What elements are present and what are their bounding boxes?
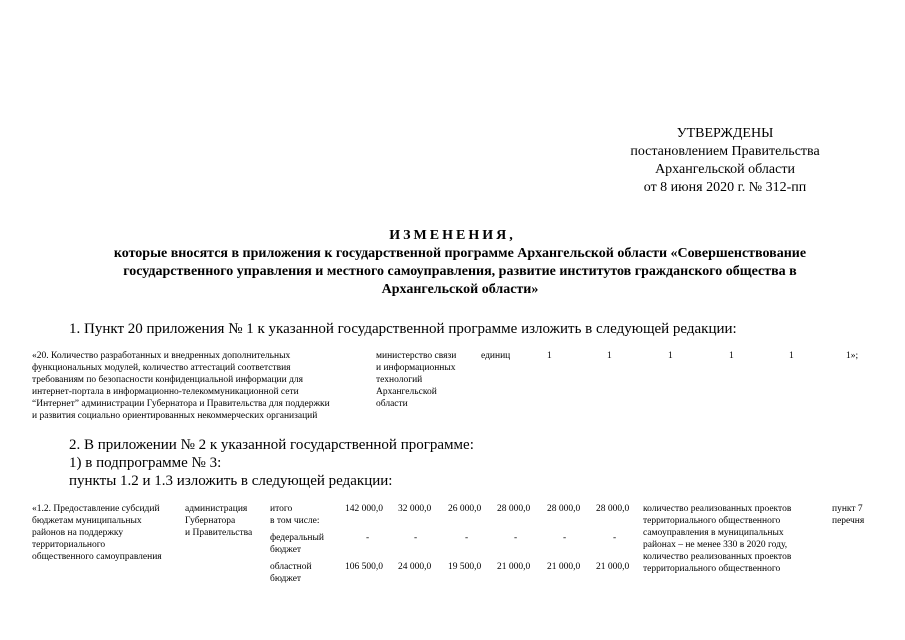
subtitle-line-2: государственного управления и местного самоуправления, развитие институтов гражданского общества в: [123, 264, 797, 279]
table1-resp-line: области: [376, 399, 408, 409]
table2-value: -: [414, 533, 418, 543]
section2-line-3: пункты 1.2 и 1.3 изложить в следующей редакции:: [69, 473, 393, 489]
table2-value: 21 000,0: [497, 562, 531, 572]
table2-activity: [32, 503, 162, 563]
table1-desc-line: «20. Количество разработанных и внедренных дополнительных: [32, 351, 291, 361]
table2-source-line: областной: [270, 562, 312, 572]
section1-text: 1. Пункт 20 приложения № 1 к указанной государственной программе изложить в следующей редакции:: [69, 321, 737, 337]
table2-link: [832, 503, 864, 527]
table2-result: [643, 503, 791, 575]
table2-source-line: бюджет: [270, 574, 302, 584]
table2-result-line: количество реализованных проектов: [643, 552, 792, 562]
document-subtitle: [60, 245, 860, 299]
table2-source-line: итого: [270, 504, 293, 514]
table1-value: 1: [547, 351, 552, 361]
table2-source: [270, 503, 320, 527]
approval-line-4: от 8 июня 2020 г. № 312-пп: [643, 180, 807, 195]
table2-value: -: [613, 533, 617, 543]
table2-link-line: пункт 7: [832, 504, 863, 514]
table1-value: 1: [729, 351, 734, 361]
approval-line-3: Архангельской области: [655, 162, 795, 177]
table2-value: 21 000,0: [547, 562, 581, 572]
table1-value: 1: [789, 351, 794, 361]
section2-line-1: 2. В приложении № 2 к указанной государственной программе:: [69, 437, 474, 453]
table1-desc-line: функциональных модулей, количество аттестаций соответствия: [32, 363, 291, 373]
table2-value: -: [563, 533, 567, 543]
table1-value: 1: [668, 351, 673, 361]
table2-value: 24 000,0: [398, 562, 432, 572]
table2-value: 19 500,0: [448, 562, 482, 572]
table2-activity-line: «1.2. Предоставление субсидий: [32, 504, 160, 514]
table2-source-line: федеральный: [270, 533, 324, 543]
table2-result-line: территориального общественного: [643, 564, 781, 574]
table2-link-line: перечня: [832, 516, 865, 526]
table2-result-line: количество реализованных проектов: [643, 504, 792, 514]
table2-value: 28 000,0: [497, 504, 531, 514]
approval-line-1: УТВЕРЖДЕНЫ: [676, 126, 774, 141]
table2-executor-line: администрация: [185, 504, 248, 514]
table2-activity-line: общественного самоуправления: [32, 552, 162, 562]
table1-unit: единиц: [481, 351, 511, 361]
table2-source-line: в том числе:: [270, 516, 320, 526]
table2-value: 21 000,0: [596, 562, 630, 572]
approval-block: [600, 125, 850, 197]
approval-line-2: постановлением Правительства: [630, 144, 820, 159]
table1-value: 1»;: [846, 351, 859, 361]
subtitle-line-3: Архангельской области»: [381, 282, 539, 297]
table1-resp-line: технологий: [376, 375, 423, 385]
table2-value: 28 000,0: [547, 504, 581, 514]
table2-result-line: территориального общественного: [643, 516, 781, 526]
table2-source: [270, 561, 312, 585]
table2-executor-line: и Правительства: [185, 528, 253, 538]
table1-description: [32, 350, 330, 422]
subtitle-line-1: которые вносятся в приложения к государственной программе Архангельской области «Совершенствование: [113, 246, 807, 261]
table2-value: -: [465, 533, 469, 543]
table2-value: 142 000,0: [345, 504, 383, 514]
document-heading: ИЗМЕНЕНИЯ,: [389, 228, 516, 243]
table2-value: -: [514, 533, 518, 543]
table2-value: 106 500,0: [345, 562, 383, 572]
table2-activity-line: территориального: [32, 540, 106, 550]
table2-source-line: бюджет: [270, 545, 302, 555]
table1-resp-line: Архангельской: [376, 387, 437, 397]
table2-executor-line: Губернатора: [185, 516, 236, 526]
table2-result-line: районах – не менее 330 в 2020 году,: [643, 540, 788, 550]
table2-result-line: самоуправления в муниципальных: [643, 528, 784, 538]
table2-value: 32 000,0: [398, 504, 432, 514]
table2-value: 28 000,0: [596, 504, 630, 514]
table2-executor: [185, 503, 252, 539]
table1-desc-line: требованиям по безопасности конфиденциальной информации для: [32, 375, 304, 385]
table2-value: 26 000,0: [448, 504, 482, 514]
table1-desc-line: “Интернет” администрации Губернатора и Правительства для поддержки: [32, 399, 330, 409]
table1-resp-line: и информационных: [376, 363, 456, 373]
table2-activity-line: районов на поддержку: [32, 528, 124, 538]
table2-value: -: [366, 533, 370, 543]
table1-desc-line: и развития социально ориентированных некоммерческих организаций: [32, 411, 318, 421]
table2-activity-line: бюджетам муниципальных: [32, 516, 142, 526]
table2-source: [270, 532, 324, 556]
table1-responsible: [376, 350, 456, 410]
table1-desc-line: интернет-портала в информационно-телекоммуникационной сети: [32, 387, 299, 397]
table1-value: 1: [607, 351, 612, 361]
table1-resp-line: министерство связи: [376, 351, 457, 361]
section2-line-2: 1) в подпрограмме № 3:: [69, 455, 222, 471]
